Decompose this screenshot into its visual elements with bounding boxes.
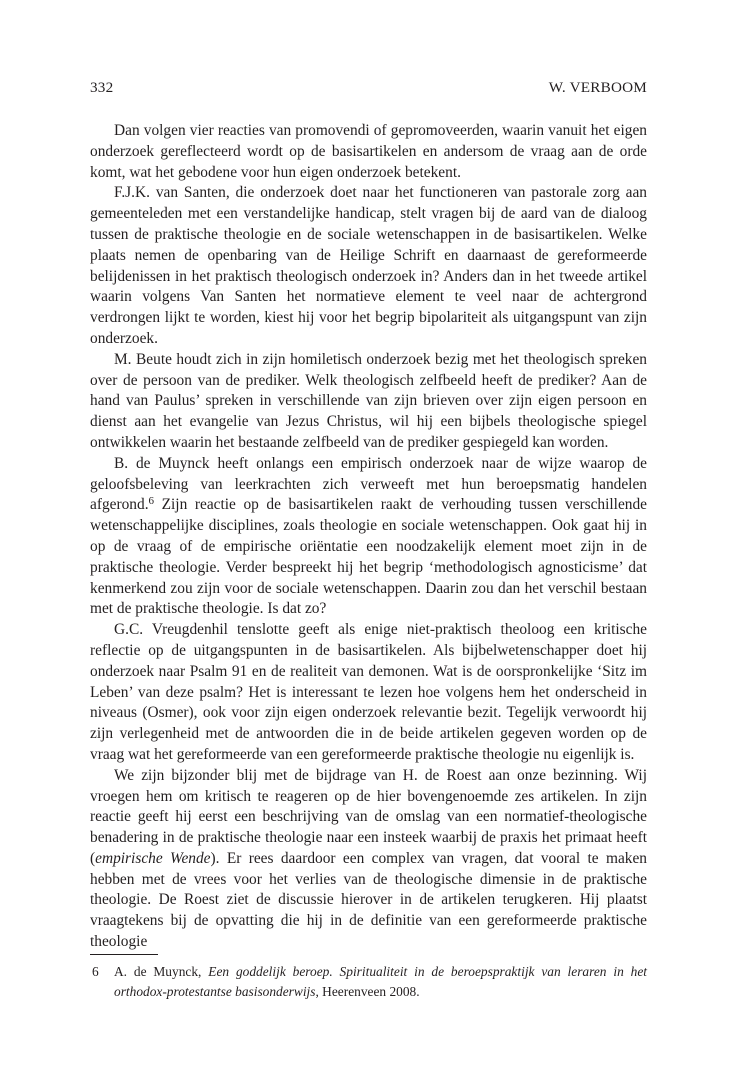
paragraph-de-muynck — [90, 454, 647, 620]
footnote-title: Een goddelijk beroep. Spiritualiteit in de beroepspraktijk van leraren in het orthodox-protestantse basisonderwijs — [114, 964, 647, 999]
paragraph-beute: M. Beute houdt zich in zijn homiletisch onderzoek bezig met het theologisch spreken over de persoon van de prediker. Welk theologisch zelfbeeld heeft de prediker? Aan de hand van Paulus’ spreken in verschillende van zijn brieven over zijn eigen persoon en dienst aan het evangelie van Jezus Christus, wil hij een bijbels theologische spiegel ontwikkelen waarin het bestaande zelfbeeld van de prediker gespiegeld kan worden. — [90, 350, 647, 451]
body-text — [90, 121, 647, 953]
footnote-divider — [90, 954, 158, 955]
paragraph-de-roest-text: We zijn bijzonder blij met de bijdrage van H. de Roest aan onze bezinning. Wij vroegen hem om kritisch te reageren op de hier bovengenoemde zes artikelen. In zijn reactie geeft hij eerst een beschrijving van de omslag van een normatief-theologische benadering in de praktische theologie naar een insteek waarbij de praxis het primaat heeft ( — [90, 766, 647, 867]
paragraph-van-santen: F.J.K. van Santen, die onderzoek doet naar het functioneren van pastorale zorg aan gemeenteleden met een verstandelijke handicap, stelt vragen bij de aard van de dialoog tussen de praktische theologie en de sociale wetenschappen in de basisartikelen. Welke plaats nemen de openbaring van de Heilige Schrift en daarnaast de gereformeerde belijdenissen in het praktisch theologisch onderzoek in? Anders dan in het tweede artikel waarin volgens Van Santen het normatieve element te veel naar de achtergrond verdrongen lijkt te worden, kiest hij voor het begrip bipolariteit als uitgangspunt van zijn onderzoek. — [90, 184, 647, 347]
footnote-publication: , Heerenveen 2008. — [315, 984, 420, 999]
paragraph-de-roest-text-cont: ). Er rees daardoor een complex van vragen, dat vooral te maken hebben met de vrees voor het verlies van de theologische dimensie in de praktische theologie. De Roest ziet de discussie hierover in de artikelen terugkeren. Hij plaatst vraagtekens bij de opvatting die hij in de definitie van een gereformeerde praktische theologie — [90, 849, 647, 951]
running-head-author: W. VERBOOM — [548, 79, 647, 96]
paragraph-de-muynck-text: B. de Muynck heeft onlangs een empirisch onderzoek naar de wijze waarop de geloofsbeleving van leerkrachten zich verweeft met hun beroepsmatig handelen afgerond. — [90, 454, 647, 514]
page-number: 332 — [90, 79, 114, 96]
footnote-number: 6 — [92, 964, 99, 979]
paragraph-de-roest — [90, 766, 647, 953]
paragraph-de-muynck-text-cont: Zijn reactie op de basisartikelen raakt de verhouding tussen verschillende wetenschappelijke disciplines, zoals theologie en sociale wetenschappen. Ook gaat hij in op de vraag of de empirische oriëntatie een noodzakelijk element moet zijn in de praktische theologie. Verder bespreekt hij het begrip ‘methodologisch agnosticisme’ dat kenmerkend zou zijn voor de sociale wetenschappen. Daarin zou dan het verschil bestaan met de praktische theologie. Is dat zo? — [90, 496, 647, 618]
paragraph-de-roest-emphasis: empirische Wende — [95, 849, 211, 867]
paragraph-intro: Dan volgen vier reacties van promovendi of gepromoveerden, waarin vanuit het eigen onderzoek gereflecteerd wordt op de basisartikelen en andersom de vraag aan de orde komt, wat het gebodene voor hun eigen onderzoek betekent. — [90, 122, 647, 181]
paragraph-vreugdenhil: G.C. Vreugdenhil tenslotte geeft als enige niet-praktisch theoloog een kritische reflectie op de uitgangspunten in de basisartikelen. Als bijbelwetenschapper doet hij onderzoek naar Psalm 91 en de realiteit van demonen. Wat is de oorspronkelijke ‘Sitz im Leben’ van deze psalm? Het is interessant te lezen hoe volgens hem het onderscheid in niveaus (Osmer), ook voor zijn eigen onderzoek relevantie bezit. Tegelijk verwoordt hij zijn verlegenheid met de antwoorden die in de beide artikelen gegeven worden op de vraag wat het gereformeerde van een gereformeerde praktische theologie nu eigenlijk is. — [90, 621, 647, 763]
footnote-text — [114, 962, 647, 1002]
footnote-reference[interactable]: 6 — [148, 495, 155, 508]
footnote-author: A. de Muynck, — [114, 964, 209, 979]
footnote — [90, 962, 647, 1002]
